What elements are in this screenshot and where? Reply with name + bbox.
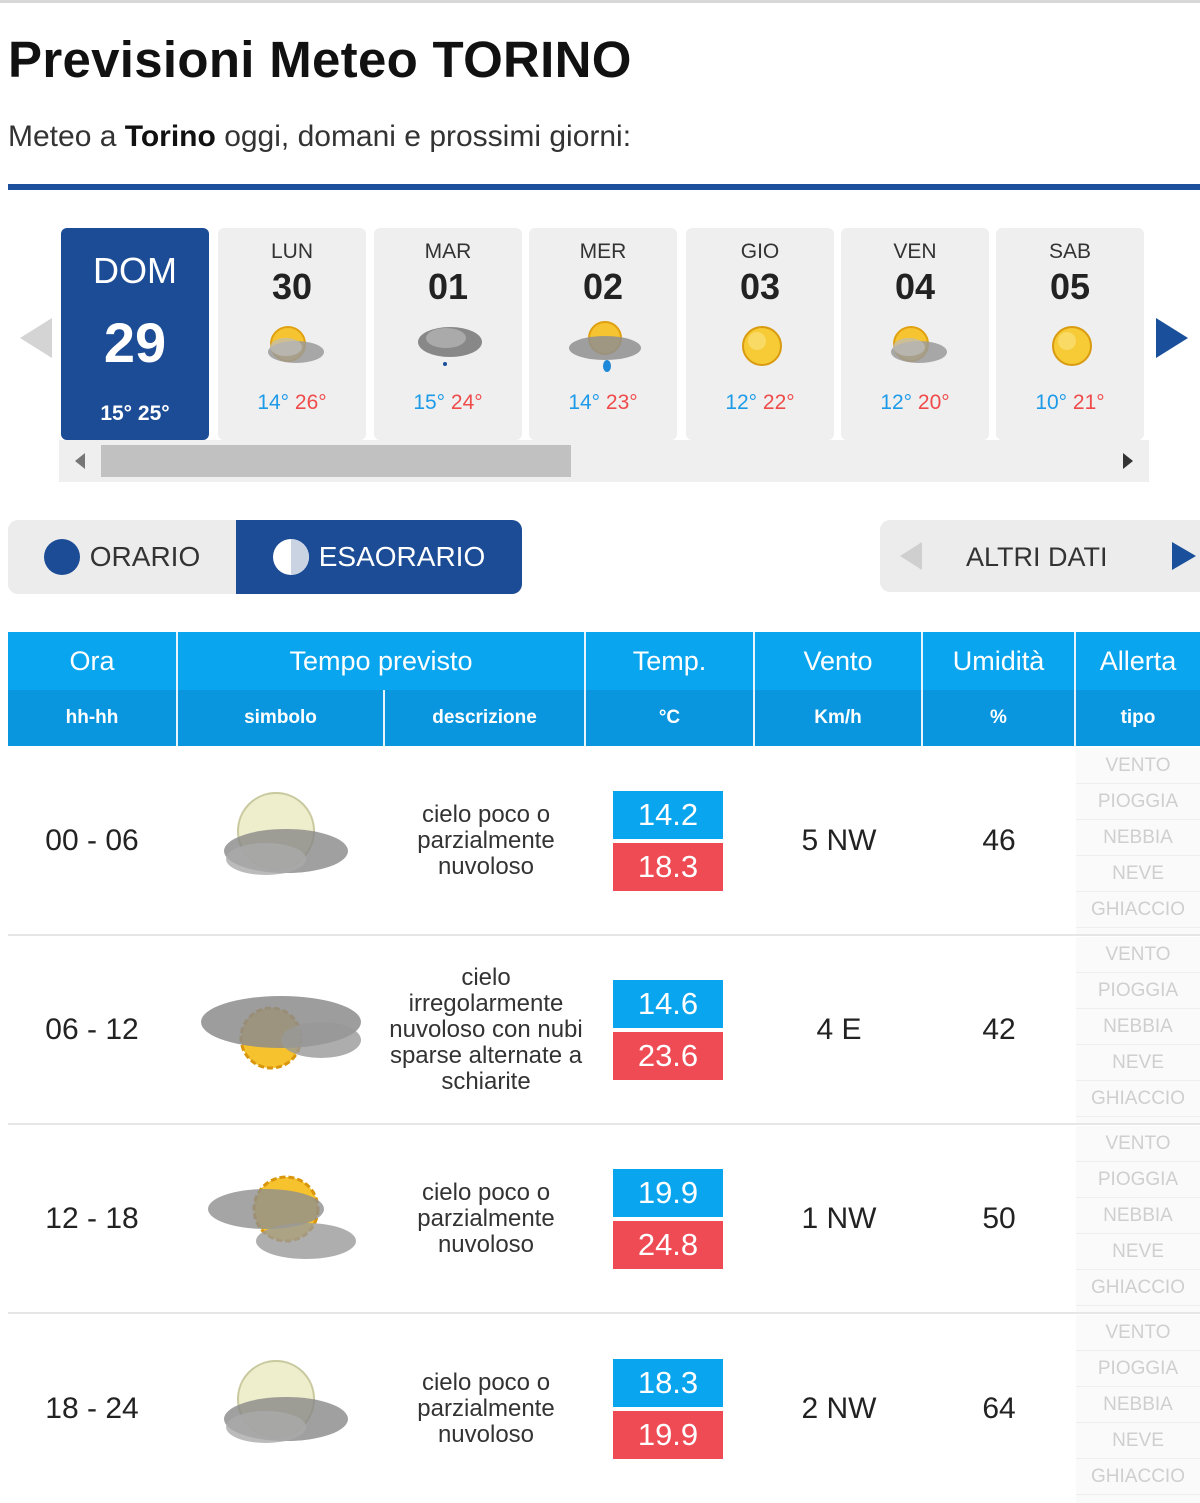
sub-vento: Km/h: [755, 690, 923, 746]
orario-button[interactable]: [8, 520, 236, 594]
day-temps: [61, 402, 209, 426]
row-alerts: [1076, 1315, 1200, 1503]
clock-icon: [44, 539, 80, 575]
row-description: cielo poco o parzialmente nuvoloso: [417, 801, 555, 880]
altri-dati-button[interactable]: [880, 520, 1200, 592]
day-number: 01: [427, 266, 469, 307]
alert-neve: NEVE: [1076, 1423, 1200, 1459]
row-humidity: 64: [982, 1392, 1016, 1425]
weather-symbol: [178, 937, 384, 1123]
weather-symbol: [178, 748, 384, 934]
clock-half-icon: [273, 539, 309, 575]
day-name: SAB: [1048, 240, 1092, 263]
sub-temp: °C: [586, 690, 755, 746]
prev-days-arrow-icon[interactable]: [20, 318, 52, 358]
row-temperature: [588, 748, 748, 934]
day-name: MAR: [424, 240, 472, 263]
row-wind: 2 NW: [801, 1392, 877, 1425]
col-vento: Vento: [755, 632, 923, 690]
row-temperature: [588, 1126, 748, 1312]
day-number: 03: [739, 266, 781, 307]
row-wind: 1 NW: [801, 1202, 877, 1235]
temp-max: 18.3: [613, 843, 723, 891]
subtitle-prefix: Meteo a: [8, 120, 117, 153]
day-min: 14°: [568, 391, 601, 414]
day-temps: [529, 391, 677, 415]
table-row: [8, 1126, 1200, 1314]
day-temps: [218, 391, 366, 415]
row-alerts: [1076, 1126, 1200, 1312]
row-alerts: [1076, 748, 1200, 934]
sun-icon: [724, 316, 800, 378]
horizontal-scrollbar[interactable]: [59, 440, 1149, 482]
col-ora: Ora: [8, 632, 178, 690]
alert-ghiaccio: GHIACCIO: [1076, 1459, 1200, 1495]
day-min: 15°: [100, 402, 133, 425]
day-card-lun[interactable]: [218, 228, 366, 440]
day-name: VEN: [893, 240, 937, 263]
row-temperature: [588, 1315, 748, 1503]
alert-pioggia: PIOGGIA: [1076, 1162, 1200, 1198]
temp-min: 14.6: [613, 980, 723, 1028]
alert-pioggia: PIOGGIA: [1076, 784, 1200, 820]
row-temperature: [588, 937, 748, 1123]
sun-clouds-icon: [191, 980, 371, 1080]
day-number: 05: [1049, 266, 1091, 307]
alert-vento: VENTO: [1076, 1126, 1200, 1162]
alert-vento: VENTO: [1076, 748, 1200, 784]
scroll-left-icon[interactable]: [75, 453, 85, 469]
alert-ghiaccio: GHIACCIO: [1076, 1270, 1200, 1306]
row-humidity: 42: [982, 1013, 1016, 1046]
day-min: 10°: [1035, 391, 1068, 414]
day-name: GIO: [740, 240, 780, 263]
day-min: 12°: [880, 391, 913, 414]
day-min: 12°: [725, 391, 758, 414]
day-number: 04: [894, 266, 936, 307]
table-row: [8, 937, 1200, 1125]
alert-nebbia: NEBBIA: [1076, 1387, 1200, 1423]
day-temps: [374, 391, 522, 415]
col-temp: Temp.: [586, 632, 755, 690]
alert-neve: NEVE: [1076, 856, 1200, 892]
alert-pioggia: PIOGGIA: [1076, 973, 1200, 1009]
day-max: 23°: [605, 391, 638, 414]
scrollbar-thumb[interactable]: [101, 445, 571, 477]
row-description: cielo poco o parzialmente nuvoloso: [417, 1369, 555, 1448]
orario-label: ORARIO: [89, 541, 201, 572]
table-row: [8, 748, 1200, 936]
row-time: 18 - 24: [45, 1392, 139, 1425]
alert-neve: NEVE: [1076, 1045, 1200, 1081]
moon-cloud-icon: [206, 791, 356, 891]
day-name: DOM: [93, 250, 177, 291]
weather-symbol: [178, 1126, 384, 1312]
alert-nebbia: NEBBIA: [1076, 1198, 1200, 1234]
day-temps: [996, 391, 1144, 415]
alert-nebbia: NEBBIA: [1076, 1009, 1200, 1045]
table-header-main: [8, 632, 1200, 690]
cloud-drizzle-icon: [412, 316, 488, 378]
altri-prev-arrow-icon[interactable]: [900, 542, 922, 570]
col-tempo: Tempo previsto: [178, 632, 586, 690]
temp-max: 23.6: [613, 1032, 723, 1080]
sub-umidita: %: [923, 690, 1076, 746]
day-temps: [841, 391, 989, 415]
col-umidita: Umidità: [923, 632, 1076, 690]
day-card-mar[interactable]: [374, 228, 522, 440]
col-allerta: Allerta: [1099, 645, 1177, 676]
row-alerts: [1076, 937, 1200, 1123]
sun-cloud-rain-icon: [567, 316, 643, 378]
altri-next-arrow-icon[interactable]: [1172, 542, 1196, 570]
alert-pioggia: PIOGGIA: [1076, 1351, 1200, 1387]
temp-min: 19.9: [613, 1169, 723, 1217]
page-title: Previsioni Meteo TORINO: [8, 31, 632, 88]
altri-dati-label: ALTRI DATI: [966, 542, 1108, 572]
top-divider: [0, 0, 1200, 3]
page-subtitle: [8, 120, 631, 154]
day-max: 21°: [1072, 391, 1105, 414]
day-number: 30: [271, 266, 313, 307]
row-description: cielo irregolarmente nuvoloso con nubi sparse alternate a schiarite: [389, 964, 583, 1095]
day-max: 26°: [294, 391, 327, 414]
day-card-ven[interactable]: [841, 228, 989, 440]
row-time: 06 - 12: [45, 1013, 139, 1046]
row-description: cielo poco o parzialmente nuvoloso: [417, 1179, 555, 1258]
sun-icon: [1034, 316, 1110, 378]
moon-cloud-icon: [206, 1359, 356, 1459]
sun-cloud-icon: [256, 316, 332, 378]
alert-ghiaccio: GHIACCIO: [1076, 1081, 1200, 1117]
subtitle-suffix: oggi, domani e prossimi giorni:: [224, 120, 632, 153]
day-card-sab[interactable]: [996, 228, 1144, 440]
day-max: 24°: [450, 391, 483, 414]
day-max: 22°: [762, 391, 795, 414]
alert-nebbia: NEBBIA: [1076, 820, 1200, 856]
day-number: 29: [103, 311, 167, 374]
sub-simbolo: simbolo: [178, 690, 385, 746]
day-min: 15°: [413, 391, 446, 414]
sub-ora: hh-hh: [8, 690, 178, 746]
sun-cloud-icon: [196, 1169, 366, 1269]
day-max: 25°: [137, 402, 170, 425]
day-max: 20°: [917, 391, 950, 414]
row-wind: 5 NW: [801, 824, 877, 857]
row-humidity: 50: [982, 1202, 1016, 1235]
sub-descrizione: descrizione: [385, 690, 586, 746]
row-time: 12 - 18: [45, 1202, 139, 1235]
sun-cloud-icon: [879, 316, 955, 378]
temp-max: 19.9: [613, 1411, 723, 1459]
next-days-arrow-icon[interactable]: [1156, 318, 1188, 358]
esaorario-label: ESAORARIO: [318, 541, 486, 572]
esaorario-button[interactable]: [236, 520, 522, 594]
day-number: 02: [582, 266, 624, 307]
day-name: MER: [579, 240, 627, 263]
alert-vento: VENTO: [1076, 937, 1200, 973]
row-humidity: 46: [982, 824, 1016, 857]
alert-ghiaccio: GHIACCIO: [1076, 892, 1200, 928]
row-time: 00 - 06: [45, 824, 139, 857]
subtitle-city: Torino: [124, 120, 216, 153]
day-temps: [686, 391, 834, 415]
alert-neve: NEVE: [1076, 1234, 1200, 1270]
sub-allerta: tipo: [1120, 707, 1156, 728]
temp-min: 14.2: [613, 791, 723, 839]
day-card-gio[interactable]: [686, 228, 834, 440]
title-divider: [8, 184, 1200, 190]
alert-vento: VENTO: [1076, 1315, 1200, 1351]
temp-max: 24.8: [613, 1221, 723, 1269]
scroll-right-icon[interactable]: [1123, 453, 1133, 469]
row-wind: 4 E: [816, 1013, 862, 1046]
day-name: LUN: [270, 240, 313, 263]
table-header-sub: [8, 690, 1200, 746]
view-toggle: [8, 520, 522, 594]
day-min: 14°: [257, 391, 290, 414]
weather-symbol: [178, 1315, 384, 1503]
day-card-mer[interactable]: [529, 228, 677, 440]
table-row: [8, 1315, 1200, 1503]
day-card-dom[interactable]: [61, 228, 209, 440]
temp-min: 18.3: [613, 1359, 723, 1407]
